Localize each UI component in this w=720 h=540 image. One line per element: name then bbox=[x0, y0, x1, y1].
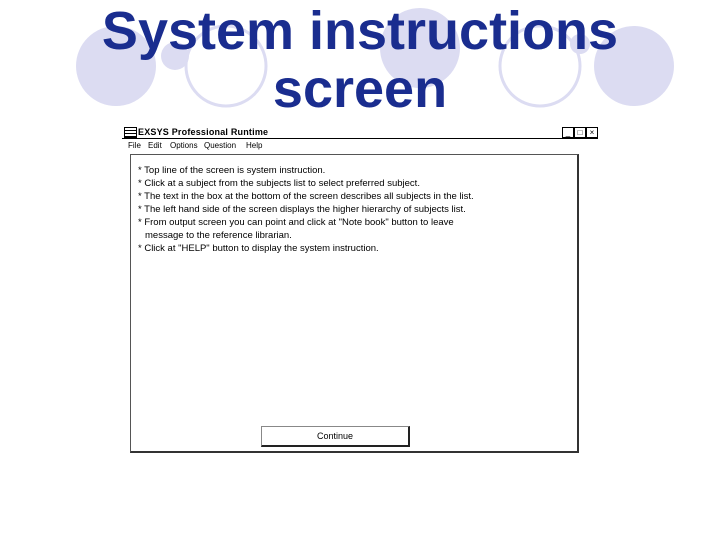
instruction-line: * The text in the box at the bottom of the screen describes all subjects in the list. bbox=[138, 191, 474, 202]
slide-title-line1: System instructions bbox=[101, 1, 619, 61]
close-button[interactable]: × bbox=[586, 127, 598, 138]
exsys-window bbox=[122, 126, 598, 454]
menu-item-file[interactable]: File bbox=[128, 141, 141, 150]
menu-item-options[interactable]: Options bbox=[170, 141, 198, 150]
menu-bar bbox=[122, 140, 598, 152]
window-title: EXSYS Professional Runtime bbox=[138, 127, 269, 137]
instruction-line: * Top line of the screen is system instruction. bbox=[138, 165, 326, 176]
menu-item-edit[interactable]: Edit bbox=[148, 141, 162, 150]
minimize-button[interactable]: _ bbox=[562, 127, 574, 138]
slide-title bbox=[0, 2, 720, 118]
instruction-line: * Click at a subject from the subjects list to select preferred subject. bbox=[138, 178, 420, 189]
slide-title-line2: screen bbox=[272, 59, 448, 119]
menu-item-help[interactable]: Help bbox=[246, 141, 263, 150]
instruction-panel bbox=[130, 154, 579, 453]
menu-item-question[interactable]: Question bbox=[204, 141, 237, 150]
app-menu-icon[interactable] bbox=[124, 127, 137, 138]
window-titlebar[interactable] bbox=[122, 126, 598, 139]
continue-button[interactable]: Continue bbox=[261, 426, 410, 447]
maximize-button[interactable]: □ bbox=[574, 127, 586, 138]
instruction-line: message to the reference librarian. bbox=[145, 230, 292, 241]
instruction-line: * The left hand side of the screen displays the higher hierarchy of subjects list. bbox=[138, 204, 466, 215]
instruction-line: * Click at "HELP" button to display the system instruction. bbox=[138, 243, 379, 254]
instruction-line: * From output screen you can point and click at "Note book" button to leave bbox=[138, 217, 454, 228]
